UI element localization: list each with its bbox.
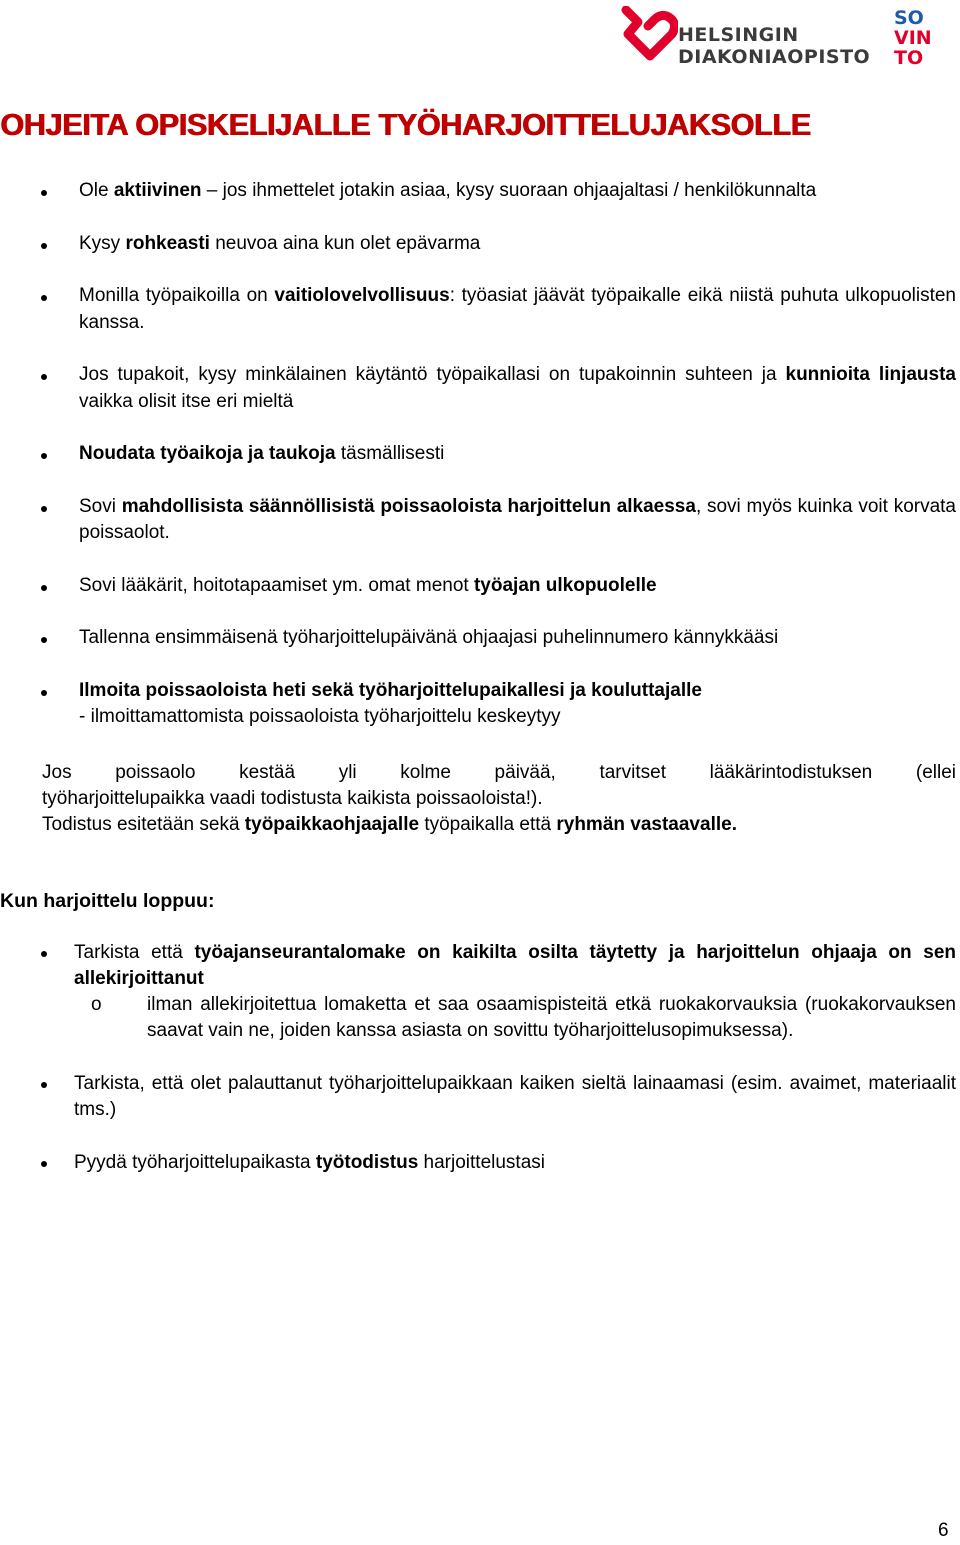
list-item: Ole aktiivinen – jos ihmettelet jotakin asiaa, kysy suoraan ohjaajaltasi / henkilökunnalta	[0, 178, 956, 205]
list-item: Kysy rohkeasti neuvoa aina kun olet epävarma	[0, 231, 956, 258]
list-item: Noudata työaikoja ja taukoja täsmällisesti	[0, 441, 956, 468]
bullet-icon	[41, 637, 47, 643]
list-item: Sovi lääkärit, hoitotapaamiset ym. omat menot työajan ulkopuolelle	[0, 573, 956, 600]
sovinto-logo-text	[894, 8, 932, 68]
list-item: Sovi mahdollisista säännöllisistä poissaoloista harjoittelun alkaessa, sovi myös kuinka voit korvata poissaolot.	[0, 494, 956, 547]
sovinto-line3: TO	[894, 47, 924, 69]
sub-bullet-icon: o	[91, 994, 102, 1015]
hd-logo-line2: DIAKONIAOPISTO	[678, 46, 871, 68]
instructions-list	[0, 178, 956, 757]
list-item: Pyydä työharjoittelupaikasta työtodistus harjoittelustasi	[0, 1150, 956, 1176]
bullet-icon	[41, 243, 47, 249]
bullet-icon	[41, 453, 47, 459]
bullet-icon	[41, 951, 47, 957]
page-title: OHJEITA OPISKELIJALLE TYÖHARJOITTELUJAKSOLLE	[0, 108, 811, 142]
diakoniaopisto-heart-icon	[620, 6, 678, 70]
list-item: Jos tupakoit, kysy minkälainen käytäntö työpaikallasi on tupakoinnin suhteen ja kunnioita linjausta vaikka olisit itse eri mieltä	[0, 362, 956, 415]
bullet-icon	[41, 585, 47, 591]
absence-line2: työharjoittelupaikka vaadi todistusta kaikista poissaoloista!).	[42, 788, 543, 809]
page-number: 6	[938, 1520, 949, 1541]
hd-logo-text	[678, 24, 870, 68]
list-item: Tarkista, että olet palauttanut työharjoittelupaikkaan kaiken sieltä lainaamasi (esim. avaimet, materiaalit tms.)	[0, 1071, 956, 1123]
sovinto-line2: VIN	[894, 27, 932, 49]
sub-list-item: o ilman allekirjoitettua lomaketta et saa osaamispisteitä etkä ruokakorvauksia (ruokakorvauksen saavat vain ne, joiden kanssa asiasta on sovittu työharjoittelusopimuksessa).	[91, 994, 956, 1041]
bullet-icon	[41, 1082, 47, 1088]
list-item: Tallenna ensimmäisenä työharjoittelupäivänä ohjaajasi puhelinnumero kännykkääsi	[0, 625, 956, 652]
bullet-icon	[41, 1161, 47, 1167]
section-heading: Kun harjoittelu loppuu:	[0, 890, 215, 912]
bullet-icon	[41, 295, 47, 301]
bullet-icon	[41, 190, 47, 196]
list-item: Tarkista että työajanseurantalomake on kaikilta osilta täytetty ja harjoittelun ohjaaja on sen allekirjoittanut o ilman allekirjoitettua lomaketta et saa osaamispisteitä etkä ruokakorvauksia (ruokakorvauksen saavat vain ne, joiden kanssa asiasta on sovittu työharjoittelusopimuksessa).	[0, 940, 956, 1044]
bullet-icon	[41, 506, 47, 512]
bullet-icon	[41, 374, 47, 380]
absence-line1: Jos poissaolo kestää yli kolme päivää, tarvitset lääkärintodistuksen (ellei	[42, 762, 956, 783]
helsingin-diakoniaopisto-logo	[620, 4, 878, 76]
end-of-practice-list	[0, 940, 956, 1203]
hd-logo-line1: HELSINGIN	[678, 24, 799, 46]
list-item: Monilla työpaikoilla on vaitiolovelvollisuus: työasiat jäävät työpaikalle eikä niistä puhuta ulkopuolisten kanssa.	[0, 283, 956, 336]
sovinto-logo	[886, 8, 956, 78]
list-item: Ilmoita poissaoloista heti sekä työharjoittelupaikallesi ja kouluttajalle - ilmoittamattomista poissaoloista työharjoittelu keskeytyy	[0, 678, 956, 731]
sovinto-line1: SO	[894, 7, 924, 29]
bullet-icon	[41, 690, 47, 696]
absence-line3: Todistus esitetään sekä työpaikkaohjaajalle työpaikalla että ryhmän vastaavalle.	[42, 814, 737, 835]
